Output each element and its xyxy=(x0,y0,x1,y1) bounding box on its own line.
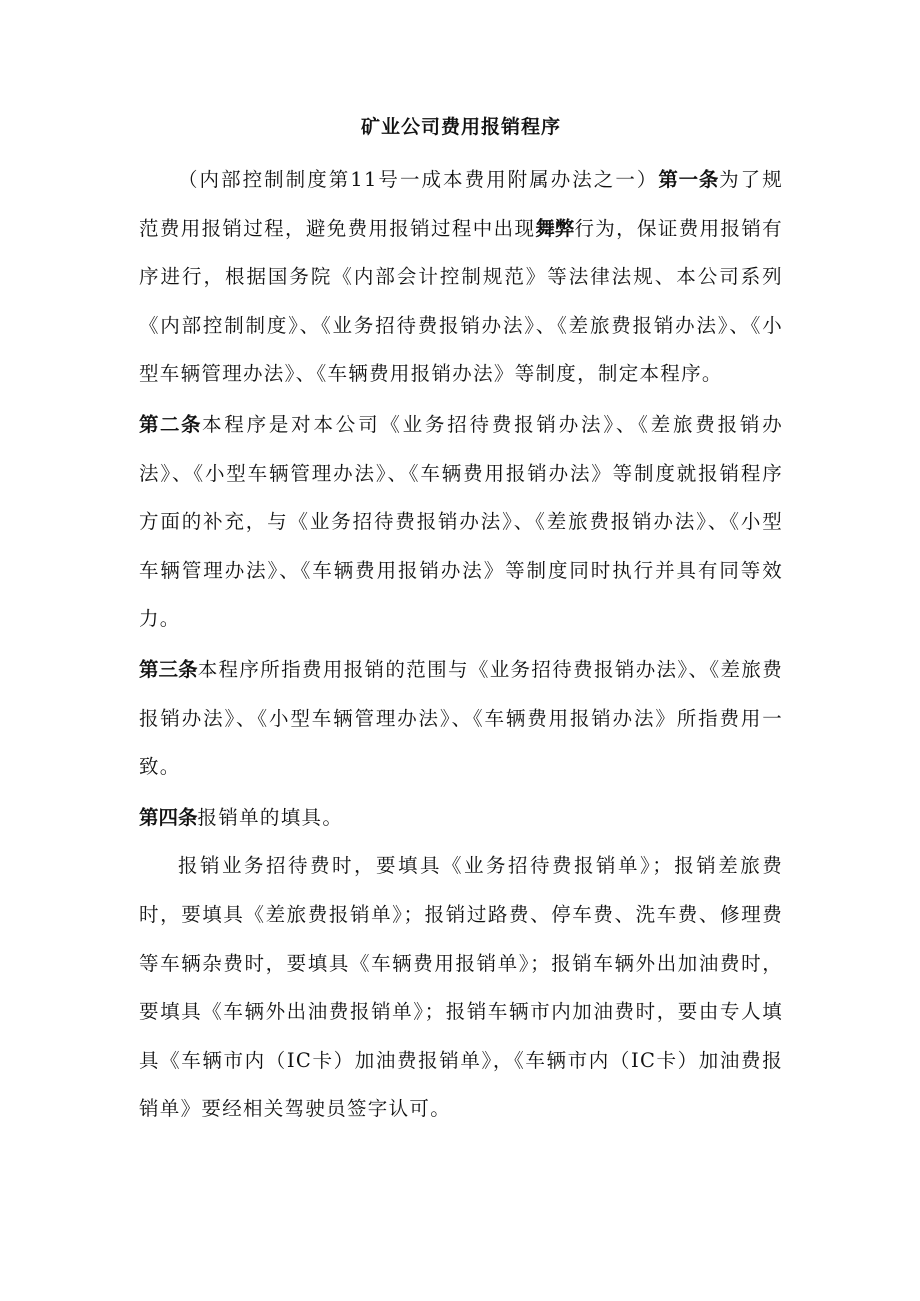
article-1-paragraph xyxy=(139,156,783,399)
article-1-emphasis: 舞弊 xyxy=(535,216,575,240)
article-2-paragraph xyxy=(139,401,783,644)
article-1-label: 第一条 xyxy=(658,168,720,191)
reimbursement-form-paragraph: 报销业务招待费时，要填具《业务招待费报销单》；报销差旅费时，要填具《差旅费报销单》；报销过路费、停车费、洗车费、修理费等车辆杂费时，要填具《车辆费用报销单》；报销车辆外出加油费时，要填具《车辆外出油费报销单》；报销车辆市内加油费时，要由专人填具《车辆市内（IC卡）加油费报销单》，《车辆市内（IC卡）加油费报销单》要经相关驾驶员签字认可。 xyxy=(139,854,783,1121)
article-1-text-before: 为了规范费用报销过程，避免费用报销过程中出现 xyxy=(139,168,783,240)
intro-prefix: （内部控制制度第11号一成本费用附属办法之一） xyxy=(178,168,659,191)
article-1-text-after: 行为，保证费用报销有序进行，根据国务院《内部会计控制规范》等法律法规、本公司系列《内部控制制度》、《业务招待费报销办法》、《差旅费报销办法》、《小型车辆管理办法》、《车辆费用报销办法》等制度，制定本程序。 xyxy=(139,216,783,386)
article-2-label: 第二条 xyxy=(139,412,202,436)
document-title: 矿业公司费用报销程序 xyxy=(360,116,561,138)
article-4-label: 第四条 xyxy=(139,805,198,829)
article-4-paragraph xyxy=(139,794,783,843)
article-3-paragraph xyxy=(139,646,783,792)
article-2-text: 本程序是对本公司《业务招待费报销办法》、《差旅费报销办法》、《小型车辆管理办法》、《车辆费用报销办法》等制度就报销程序方面的补充，与《业务招待费报销办法》、《差旅费报销办法》、《小型车辆管理办法》、《车辆费用报销办法》等制度同时执行并具有同等效力。 xyxy=(139,412,783,631)
article-3-text: 本程序所指费用报销的范围与《业务招待费报销办法》、《差旅费报销办法》、《小型车辆管理办法》、《车辆费用报销办法》所指费用一致。 xyxy=(139,657,783,779)
article-3-label: 第三条 xyxy=(139,657,198,681)
document-page xyxy=(139,112,783,1134)
article-4-text: 报销单的填具。 xyxy=(197,805,344,829)
